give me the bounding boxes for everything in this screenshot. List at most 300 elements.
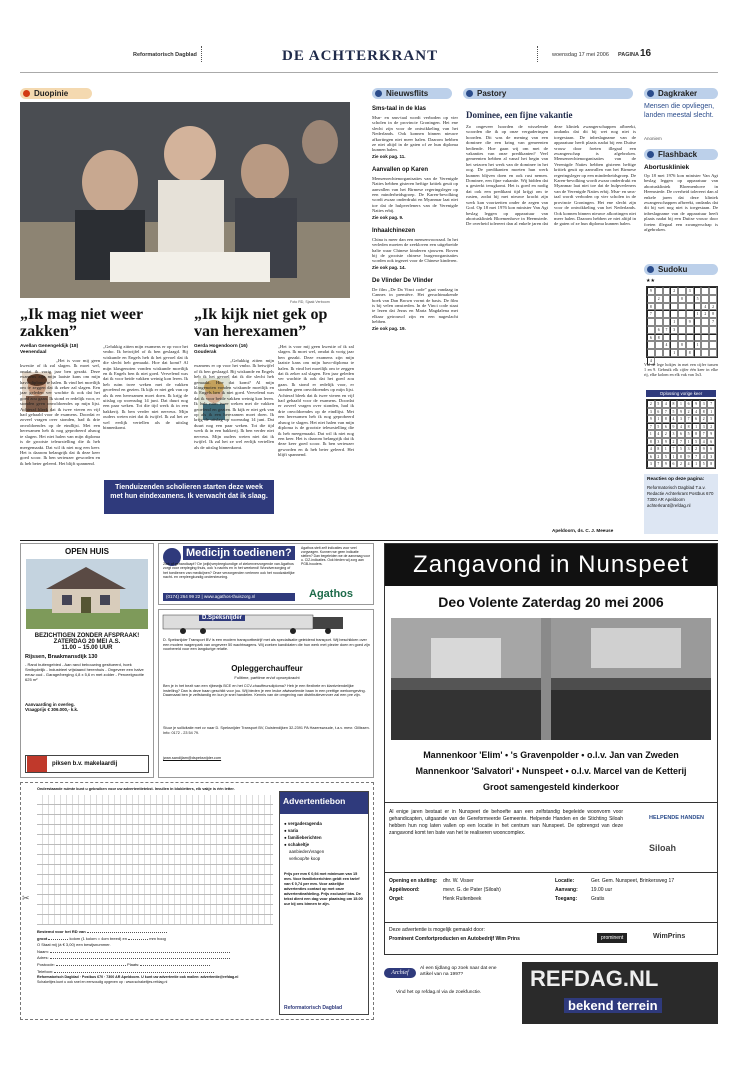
tag-bullet-icon	[647, 151, 654, 158]
sudoku-cell: 1	[677, 400, 685, 408]
sudoku-cell	[647, 341, 655, 349]
sudoku-cell	[655, 303, 663, 311]
sudoku-cell: 2	[701, 310, 709, 318]
news-item-title: Sms-taal in de klas	[372, 106, 427, 112]
sudoku-cell: 2	[692, 445, 700, 453]
bon-label-groot: groot	[37, 935, 48, 941]
sudoku-cell	[686, 303, 694, 311]
sudoku-cell: 3	[686, 287, 694, 295]
open-huis-title: OPEN HUIS	[64, 547, 109, 556]
sudoku-instructions: Vul de lege hokjes in met een cijfer tussen 1 en 9. Gebruik elk cijfer één keer in elke rij, elke kolom en elk vak van 3x3.	[644, 362, 718, 377]
detail-value-2: 19.00 uur	[591, 887, 613, 893]
bon-option[interactable]: ● varia	[284, 828, 299, 833]
bon-option-label: familieberichten	[287, 835, 322, 840]
sudoku-cell: 7	[670, 445, 678, 453]
medicijn-web: www.agathos-thuiszorg.nl	[203, 594, 256, 599]
choir-photo	[391, 618, 711, 740]
refdag-sign-big: REFDAG.NL	[530, 966, 659, 991]
sudoku-cell: 7	[647, 423, 655, 431]
right-place: Gouderak	[194, 350, 217, 355]
sudoku-cell	[678, 349, 686, 357]
speksnijder-brand: D.Speksnijder	[199, 615, 245, 621]
masthead-paper: Reformatorisch Dagblad	[133, 52, 197, 58]
bon-field-adres[interactable]	[50, 958, 230, 959]
news-item-body: China is meer dan een mensenvoorraad. In het verleden moeten de zeekloven een uitgebreide halte waar Chinese kinderen sjouwen. Boven bij de grootste chinese burgerorganisaties worden ook ingezet voor de Chinese kinderen.	[372, 236, 458, 264]
sudoku-cell: 8	[685, 423, 693, 431]
sudoku-cell	[694, 326, 702, 334]
house-photo	[26, 559, 148, 629]
bon-option-label: verkoop/te koop	[289, 856, 321, 861]
sudoku-cell: 3	[685, 445, 693, 453]
sudoku-cell	[655, 349, 663, 357]
letter-grid	[37, 795, 273, 925]
detail-key-2: Aanvang:	[555, 887, 578, 893]
sudoku-cell: 4	[670, 415, 678, 423]
bon-footer: Reformatorisch Dagblad · Postbus 670 · 7300 AR Apeldoorn. U kunt uw advertentie ook mailen: advertentie@refdag.nl	[37, 975, 239, 980]
sudoku-cell: 2	[700, 415, 708, 423]
footer-line2: Prominent Comfortproducten en Autobedrijf Wim Prins	[389, 936, 520, 942]
tag-bullet-icon	[647, 266, 654, 273]
sudoku-cell: 3	[647, 408, 655, 416]
sudoku-cell: 2	[707, 423, 715, 431]
sudoku-cell	[647, 349, 655, 357]
medicijn-title: Medicijn toedienen?	[183, 546, 295, 560]
speksnijder-intro: D. Speksnijder Transport BV is een modern transportbedrijf met als specialisatie geleidend transport. Wij beschikken over een modern wagenpark van ongeveer 50 wachtwagens. Wij zoeken kandidaten die hun werk met plezier doen en goed zijn voorbereid voor een langdurige relatie.	[163, 638, 370, 652]
pastory-body-text-3: Mensenrechtenorganisaties van de Verenigde Naties hebben gisteren heftige kritiek geuit op aanvallen van het Birmese regeringsleger op een minderheidsgroep. De Karen-bevolking wordt zwaar onderdrukt en Myanmar laat niet toe dat de hulpverleners van de Verenigde Naties erbij.	[554, 156, 636, 194]
sudoku-cell: 6	[692, 415, 700, 423]
sudoku-cell	[647, 295, 655, 303]
sudoku-cell: 4	[647, 357, 655, 365]
sudoku-cell: 8	[707, 460, 715, 468]
news-item-title: De Vlinder De Vlinder	[372, 277, 434, 284]
sudoku-cell: 3	[707, 453, 715, 461]
exam-photo	[20, 102, 350, 298]
detail-key: Opening en sluiting:	[389, 878, 438, 884]
sudoku-cell	[655, 310, 663, 318]
agathos-logo: Agathos	[309, 588, 353, 600]
left-body: „Het is voor mij geen kwestie of ik zal slagen. Ik moet wel, omdat ik vorig jaar ben gezakt. Deze examens zijn mijn laatste kans om mijn havo-diploma te halen. Ik vind het moeilijk om te zeggen dat ik zeker zal slagen. Een jaar geleden ver wachtte ik ook dat het goed zou gaan. Ik stond er redelijk voor, er stonden geen onvoldoendes op mijn lijst. Achteraf bleek dat ik twee vieren en vijf had gehaald voor de examens. Doordat er zoveel vragen over stonden, had ik drie onvoldoendes op de eindlijst. Met een herexamen heb ik nog geprobeerd alsnog te slagen. Het niet halen van mijn diploma is de grootste teleurstelling die ik heb meegemaakt. Dat wil ik niet nog een keer. Het is daarom belangrijk dat ik deze keer goed scoor. Ik ben serieuzer geworden en ik heb beter geleerd. Het blijft spannend.	[20, 358, 100, 466]
sudoku-cell: 1	[685, 438, 693, 446]
duopinie-tag	[20, 88, 92, 99]
sudoku-cell: 2	[662, 430, 670, 438]
sudoku-cell: 3	[700, 400, 708, 408]
sudoku-cell: 8	[670, 400, 678, 408]
sudoku-cell: 5	[692, 438, 700, 446]
refdag-sign	[522, 962, 718, 1024]
sudoku-cell	[678, 318, 686, 326]
news-item-title: Inhaalchinezen	[372, 227, 416, 234]
sudoku-cell: 2	[655, 453, 663, 461]
zangavond-body-area	[385, 802, 717, 872]
medicijn-side: Agathos stelt zelf indicaties voor veel zorgvragen. Kunnen we geen indicatie stellen? Dan begeleiden we de aanvraag voor u. CIZ-indicaties. Ook bieden wij zorg aan PGB-houders.	[301, 546, 370, 566]
sudoku-stars: ★★	[646, 279, 655, 284]
sudoku-cell	[694, 303, 702, 311]
sudoku-cell: 8	[647, 303, 655, 311]
zangavond-body: Al enige jaren bestaat er in Nunspeet de behoefte aan een zelfstandig begeleide woonvorm voor gehandicapten, uitgaande van de Gereformeerde Gemeente. Helpende Handen en de Stichting Siloah hebben hun nog laten vallen op een locatie in het centrum van Nunspeet. De opbrengst van deze zangavond komt ten bate van het te realiseren wooncomplex.	[389, 809, 623, 836]
makelaar-name: piksen b.v. makelaardij	[52, 761, 118, 767]
medicijn-body: Ziek of gehandicapt? De (wijk)verpleegkundige of ziekenverzorgende van Agathos zorgt voor verpleging thuis, ook 's nachts en in het weekend! Wondverzorging of het toedienen van medicijnen? Onze verzorgenden verlenen ook het noodzakelijke nacht- en verpleegkundig ondersteuning.	[163, 562, 295, 579]
bon-footer-2: Schakeltjes kunt u ook snel en eenvoudig opgeven op : www.schakeltjes.refdag.nl	[37, 979, 168, 984]
sudoku-cell: 7	[662, 408, 670, 416]
duopinie-banner	[104, 480, 274, 514]
dagkraker-quote: Mensen die opvliegen, landen meestal slecht.	[644, 103, 715, 119]
sudoku-cell: 2	[670, 287, 678, 295]
bon-brand: Reformatorisch Dagblad	[284, 1005, 343, 1011]
exam-photo-illustration	[20, 102, 350, 298]
sudoku-cell	[678, 310, 686, 318]
sudoku-cell	[701, 318, 709, 326]
right-body-cont: „Het is voor mij geen kwestie of ik zal slagen. Ik moet wel, omdat ik vorig jaar ben gezakt. Deze examens zijn mijn laatste kans om mijn havo-diploma te halen. Ik vind het moeilijk om te zeggen dat ik zeker zal slagen. Een jaar geleden ver wachtte ik ook dat het goed zou gaan. Ik stond er redelijk voor, er stonden geen onvoldoendes op mijn lijst. Achteraf bleek dat ik twee vieren en vijf had gehaald voor de examens. Doordat er zoveel vragen over stonden, had ik drie onvoldoendes op de eindlijst. Met een herexamen heb ik nog geprobeerd alsnog te slagen. Het niet halen van mijn diploma is de grootste teleurstelling die ik heb meegemaakt. Dat wil ik niet nog een keer. Het is daarom belangrijk dat ik deze keer goed scoor. Ik ben serieuzer geworden en ik heb beter geleerd. Het blijft spannend.	[278, 344, 354, 458]
sudoku-cell: 8	[700, 408, 708, 416]
sudoku-cell	[686, 334, 694, 342]
speksnijder-contact: Stuur je sollicitatie met cv naar D. Speksnijder Transport BV, Duistendijken 32-2391 PA Hazerswoude, t.a.v. mevr. Gillissen. Info: 0172 - 23 54 79.	[163, 726, 370, 735]
sudoku-cell: 1	[670, 349, 678, 357]
open-huis-line2: ZATERDAG 20 MEI A.S.	[53, 639, 121, 645]
pastory-tag-label: Pastory	[477, 89, 507, 98]
truck-icon	[163, 613, 371, 635]
sudoku-cell: 5	[685, 430, 693, 438]
detail-key-2: Locatie:	[555, 878, 575, 884]
sudoku-cell: 1	[692, 460, 700, 468]
detail-value: mevr. G. de Pater (Siloah)	[443, 887, 501, 893]
ad-speksnijder	[158, 609, 374, 778]
refdag-sign-small: bekend terrein	[564, 998, 662, 1013]
detail-value-2: Ger. Gem. Nunspeet, Brinkersweg 17	[591, 878, 675, 884]
sudoku-cell: 1	[694, 310, 702, 318]
bon-label-mm: mm hoog	[149, 935, 166, 941]
sudoku-cell: 7	[677, 438, 685, 446]
sudoku-cell: 4	[662, 400, 670, 408]
sudoku-cell: 9	[685, 453, 693, 461]
sudoku-cell	[709, 341, 717, 349]
bon-option[interactable]: ● schakeltje	[284, 842, 310, 847]
sudoku-cell	[701, 295, 709, 303]
dagkraker-tag	[644, 88, 718, 99]
choir-illustration	[391, 618, 711, 740]
zangavond-header	[385, 544, 717, 586]
sudoku-cell: 8	[686, 349, 694, 357]
zangavond-subtitle: Deo Volente Zaterdag 20 mei 2006	[438, 594, 664, 610]
bon-field-telefoon[interactable]	[54, 972, 214, 973]
detail-key-2: Toegang:	[555, 896, 578, 902]
zangavond-title: Zangavond in Nunspeet	[413, 551, 689, 578]
news-item-body: Mensenrechtenorganisaties van de Verenigde Naties hebben gisteren heftige kritiek geuit op aanvallen van het Birmese regeringsleger op een minderheidsgroep. De Karen-bevolking wordt zwaar onderdrukt en Myanmar laat niet toe dat de hulpverleners van de Verenigde Naties erbij.	[372, 175, 458, 214]
news-item-ref: Zie ook pag. 19.	[372, 325, 406, 331]
pastory-tag	[463, 88, 633, 99]
bon-form	[37, 929, 273, 984]
bon-label-telefoon: Telefoon:	[37, 968, 54, 974]
news-item-title: Aanvallen op Karen	[372, 166, 429, 173]
sudoku-cell: 9	[707, 430, 715, 438]
sudoku-cell	[655, 341, 663, 349]
news-item-body: De film „De Da Vinci code” gaat vandaag in Cannes in première. Het geruchtmakende boek van Dan Brown vormt de basis. De film is bij velen omstreden. In de Vinci code staat te lezen dat Jezus en Maria Magdalena met elkaar getrouwd zijn en een nageslacht hebben.	[372, 286, 458, 325]
sudoku-cell	[686, 341, 694, 349]
sudoku-cell	[663, 303, 671, 311]
reactions-box	[644, 474, 718, 534]
sudoku-cell	[701, 287, 709, 295]
photo-credit: Foto RD, Sjaak Verboom	[290, 300, 330, 304]
pastory-body-text-4: Msn- en sms-taal wordt verboden op vier scholen in de provincie Groningen. Het ene slecht zijn voor de ontwikkeling van het Nederlands. Ook konnen binnen nieuwe afkortingen niet meer halen. Daarom hebben ze niet altijd in de gaten of ze hun diploma kunnen halen.	[554, 188, 637, 227]
sudoku-cell: 3	[670, 326, 678, 334]
news-item-ref: Zie ook pag. 14.	[372, 264, 406, 270]
news-item	[372, 278, 458, 331]
sudoku-cell	[694, 349, 702, 357]
detail-value-2: Gratis	[591, 896, 605, 902]
bon-option-label: vergaderagenda	[287, 821, 322, 826]
detail-key: Orgel:	[389, 896, 404, 902]
sudoku-cell: 7	[709, 318, 717, 326]
sudoku-cell: 5	[677, 445, 685, 453]
zangavond-details	[385, 872, 717, 904]
sudoku-cell: 4	[700, 453, 708, 461]
sudoku-cell: 3	[647, 460, 655, 468]
sudoku-cell	[694, 318, 702, 326]
bon-option-label: varia	[287, 828, 299, 833]
pastory-body-text: Zo ongeveer hoorden de wisselende woorden die ik op onze vergaderingen hoorden. Dit was de mening van een dominee die een kring van gemeenten bediende. Hoe gaan wij om met de vakanties van onze predikanten? Veel gemeenten hebben al vanaf het begin van het seizoen het werk van de dominee in het oog. De predikanten moeten hun werk kunnen blijven doen en ook rust nemen. Dominee, een fijne vakantie. Wij bidden dat u gesterkt terugkomt. Het is goed en nodig dat ook een predikant tijd krijgt om te rusten, zodat hij met nieuwe kracht zijn werk kan voortzetten onder de zegen van God.	[466, 124, 548, 211]
siloah-logo: Siloah	[649, 843, 677, 853]
masthead-date: woensdag 17 mei 2006	[552, 52, 609, 58]
left-author: Avellan Genengeldijk (18)	[20, 344, 79, 349]
zangavond-choir1: Mannenkoor 'Elim' • 's Gravenpolder • o.l.v. Jan van Zweden	[423, 750, 679, 760]
ad-zangavond	[384, 543, 718, 955]
sudoku-cell: 9	[662, 438, 670, 446]
sudoku-cell: 1	[694, 341, 702, 349]
sudoku-cell: 6	[707, 438, 715, 446]
sudoku-cell: 6	[707, 445, 715, 453]
sudoku-cell: 9	[677, 408, 685, 416]
reactions-address: Reformatorisch Dagblad T.a.v. Redactie Achterkrant Postbus 670 7300 AR Apeldoorn achterkrant@refdag.nl	[647, 485, 714, 508]
sudoku-solution-grid	[646, 399, 716, 469]
sudoku-cell	[701, 326, 709, 334]
flashback-tag	[644, 149, 718, 160]
sudoku-cell: 2	[677, 460, 685, 468]
sudoku-cell: 3	[700, 423, 708, 431]
sudoku-cell: 3	[655, 438, 663, 446]
reactions-title: Reacties op deze pagina:	[647, 477, 705, 482]
news-item-ref: Zie ook pag. 11.	[372, 153, 406, 159]
sudoku-cell: 7	[647, 310, 655, 318]
sudoku-cell: 2	[709, 303, 717, 311]
sudoku-cell	[663, 334, 671, 342]
dagkraker-tag-label: Dagkraker	[658, 89, 698, 98]
duopinie-tag-label: Duopinie	[34, 89, 69, 98]
sudoku-cell: 7	[707, 400, 715, 408]
detail-key: Appèlwoord:	[389, 887, 420, 893]
archief-label	[384, 968, 416, 978]
bon-price-text: Prijs per mm € 0,94 met minimum van 15 mm. Voor familieberichten geldt een tarief van € 0,74 per mm. Voor zakelijke advertenties contact op met onze advertentieafdeling. Prijs exclusief btw. De tekst dient een dag voor plaatsing om 15.00 uur bij ons binnen te zijn.	[284, 872, 363, 906]
sudoku-solution-label-text: Oplossing vorige keer	[659, 391, 703, 396]
news-item-body: Msn- en sms-taal wordt verboden op vier scholen in de provincie Groningen. Het ene slecht zijn voor de ontwikkeling van het Nederlands. Ook konnen binnen nieuwe afkortingen niet meer halen. Daarom hebben ze niet altijd in de gaten of ze hun diploma kunnen halen.	[372, 115, 458, 153]
bon-field-groot[interactable]	[48, 939, 68, 940]
sudoku-cell	[647, 318, 655, 326]
sudoku-cell	[655, 287, 663, 295]
sudoku-cell: 8	[655, 445, 663, 453]
sudoku-cell	[670, 295, 678, 303]
sudoku-cell: 2	[670, 438, 678, 446]
nieuwsflits-tag-label: Nieuwsflits	[386, 89, 429, 98]
dagkraker-source: Anoniem	[644, 136, 662, 141]
sudoku-cell	[647, 326, 655, 334]
bon-field-naam[interactable]	[50, 952, 230, 953]
masthead-divider-right	[537, 46, 538, 62]
sudoku-cell: 8	[647, 438, 655, 446]
sudoku-cell: 4	[701, 303, 709, 311]
sudoku-cell: 1	[647, 430, 655, 438]
sudoku-cell	[663, 349, 671, 357]
sudoku-cell: 6	[677, 430, 685, 438]
sudoku-cell: 5	[670, 408, 678, 416]
sudoku-cell: 7	[655, 460, 663, 468]
sudoku-cell	[678, 303, 686, 311]
masthead-divider-left	[201, 46, 202, 62]
sudoku-cell: 9	[692, 400, 700, 408]
masthead-page-number: 16	[640, 48, 652, 59]
bon-field-plaats[interactable]	[140, 965, 210, 966]
masthead-rule	[20, 72, 718, 73]
wimprins-logo: WimPrins	[653, 933, 686, 940]
sudoku-cell: 6	[685, 400, 693, 408]
sudoku-cell: 7	[700, 430, 708, 438]
sudoku-cell: 6	[647, 334, 655, 342]
sudoku-cell: 2	[685, 408, 693, 416]
sudoku-cell: 2	[647, 400, 655, 408]
sudoku-cell	[686, 310, 694, 318]
sudoku-cell	[663, 310, 671, 318]
sudoku-cell: 8	[678, 295, 686, 303]
sudoku-cell: 6	[670, 460, 678, 468]
right-author: Gerda Hogendoorn (16)	[194, 344, 248, 349]
prominent-logo: prominent	[597, 933, 627, 943]
sudoku-cell	[694, 334, 702, 342]
speksnijder-hours: Fulltime, parttime en/of oproepkracht	[234, 675, 300, 680]
sudoku-tag-label: Sudoku	[658, 265, 688, 274]
bon-field-mm[interactable]	[128, 939, 148, 940]
sudoku-cell: 5	[655, 400, 663, 408]
sudoku-cell: 1	[655, 415, 663, 423]
sudoku-cell	[678, 334, 686, 342]
bon-option[interactable]	[284, 855, 364, 862]
bon-label-adres: Adres:	[37, 955, 49, 961]
sudoku-cell: 5	[655, 423, 663, 431]
bon-proof-option[interactable]: O Staat mij (à € 3,00) een bewijsnummer.	[37, 942, 111, 948]
right-body-col2	[278, 344, 354, 476]
bon-label-postcode: Postcode:	[37, 961, 55, 967]
archief-link[interactable]: Vind het op refdag.nl via de zoekfunctie.	[396, 990, 482, 995]
detail-value: dhr. W. Visser	[443, 878, 474, 884]
bon-label-kolom: kolom (1 kolom = 4cm breed) en	[69, 935, 127, 941]
ad-open-huis	[20, 543, 154, 778]
left-body-cont: „Gelukkig zitten mijn examens er op voor het vmbo. Ik betwijfel of ik ben geslaagd. Bij wiskunde en Engels heb ik het gevoel dat ik die slecht heb gemaakt. Hoe dat komt? Al mijn klasgenoten vonden wiskunde moeilijk en ik Engels ben ik niet goed. Vervelend was dat ik voor beide vakken weinig kon leren. Ik heb ruim twee weken met de vakken geoefend en gezien. Ik kijk er niet gek van op als ik een herexamen moet doen. Ik krijg de uitslag op woensdag 14 juni. Dat duurt nog een paar weken. Tot die tijd werk ik in een bakkerij. Ik ben verder niet nerveus. Mijn ouders weten niet dat ik twijfel. Ik zal het ze wel eerlijk vertellen als de uitslag binnenkomt.	[103, 344, 188, 431]
zangavond-choir3: Groot samengesteld kinderkoor	[482, 782, 620, 792]
sudoku-cell	[701, 334, 709, 342]
sudoku-cell: 1	[707, 408, 715, 416]
speksnijder-body: Ben je in het bezit van een rijbewijs BCE en het CCV-chauffeursdiploma? Heb je een flexibele en klantvriendelijke instelling? Dan is deze baan geschikt voor jou. Wij bieden je een leuke afwisselende baan in een prettige werkomgeving. Daarnaast ben je zelfstandig en kun je snel handelen. Kennis van de omgeving van distributievervoer zal een pre zijn.	[163, 684, 366, 698]
section-rule	[20, 540, 718, 541]
house-illustration	[26, 559, 148, 629]
speksnijder-job: Opleggerchauffeur	[231, 664, 303, 673]
tag-bullet-icon	[375, 90, 382, 97]
bon-field-postcode[interactable]	[56, 965, 126, 966]
footer-line1: Deze advertentie is mogelijk gemaakt door:	[389, 927, 485, 933]
sudoku-cell: 9	[647, 287, 655, 295]
open-huis-address: Rijssen, Braakmansdijk 130	[25, 654, 98, 660]
sudoku-cell: 6	[655, 326, 663, 334]
sudoku-cell: 9	[647, 415, 655, 423]
speksnijder-email[interactable]: jwan.sandijlam@dspeksnijder.com	[163, 756, 222, 760]
sudoku-cell: 8	[692, 430, 700, 438]
sudoku-cell: 9	[700, 445, 708, 453]
sudoku-cell: 8	[678, 341, 686, 349]
bon-options	[280, 814, 368, 868]
sudoku-cell	[709, 334, 717, 342]
bon-field-rd[interactable]	[87, 932, 167, 933]
sudoku-cell	[670, 310, 678, 318]
sudoku-cell	[694, 287, 702, 295]
zangavond-footer	[385, 922, 717, 954]
news-item	[372, 167, 458, 220]
sudoku-cell: 7	[685, 415, 693, 423]
truck-illustration	[163, 613, 371, 635]
sudoku-cell: 7	[663, 326, 671, 334]
flashback-tag-label: Flashback	[658, 150, 698, 159]
bon-label-rd: Bestemd voor het RD van	[37, 929, 86, 934]
sudoku-cell: 5	[700, 460, 708, 468]
news-item	[372, 228, 458, 270]
archief-text: Al een tijdlang op zoek naar dat ene artikel van na 1997?	[420, 966, 497, 977]
sudoku-cell: 5	[694, 295, 702, 303]
sudoku-cell: 2	[655, 295, 663, 303]
tag-bullet-icon	[23, 90, 30, 97]
sudoku-cell: 4	[677, 423, 685, 431]
pastory-title: Dominee, een fijne vakantie	[466, 110, 573, 120]
nieuwsflits-column	[372, 106, 458, 538]
medicijn-contact-bar: (0174) 264 99 22 | www.agathos-thuiszorg.nl	[163, 593, 295, 601]
sudoku-cell	[670, 303, 678, 311]
sudoku-cell	[663, 295, 671, 303]
bon-option[interactable]: ● familieberichten	[284, 835, 322, 840]
sudoku-cell: 4	[655, 430, 663, 438]
archief-label-text: Archief	[391, 970, 409, 976]
left-place: Veenendaal	[20, 350, 47, 355]
sudoku-cell: 1	[692, 423, 700, 431]
bon-label-naam: Naam:	[37, 948, 49, 954]
sudoku-cell: 1	[670, 318, 678, 326]
archief-block	[384, 962, 718, 1032]
sudoku-cell: 9	[662, 460, 670, 468]
flashback-title: Abortuskliniek	[644, 164, 690, 171]
sudoku-cell	[709, 349, 717, 357]
detail-row	[389, 877, 713, 886]
bon-panel	[279, 791, 369, 1015]
zangavond-choir2: Mannenkoor 'Salvatori' • Nunspeet • o.l.v. Marcel van de Ketterij	[415, 766, 687, 776]
bon-option[interactable]: ● vergaderagenda	[284, 821, 322, 826]
bon-option[interactable]	[284, 848, 364, 855]
open-huis-price: Vraagprijs € 306.000,- k.k.	[25, 707, 79, 712]
pastory-body	[466, 124, 636, 528]
open-huis-acceptance: Aanvaarding in overleg.	[25, 702, 75, 707]
sudoku-solution-label	[646, 390, 716, 397]
scissors-icon: ✂	[22, 893, 30, 903]
sudoku-cell: 6	[662, 423, 670, 431]
open-huis-line3: 11.00 – 15.00 UUR	[61, 645, 113, 651]
sudoku-cell: 3	[670, 430, 678, 438]
sudoku-cell	[670, 341, 678, 349]
right-body: „Gelukkig zitten mijn examens er op voor het vmbo. Ik betwijfel of ik ben geslaagd. Bij wiskunde en Engels heb ik het gevoel dat ik die slecht heb gemaakt. Hoe dat komt? Al mijn klasgenoten vonden wiskunde moeilijk en ik Engels ben ik niet goed. Vervelend was dat ik voor beide vakken weinig kon leren. Ik heb ruim twee weken met de vakken geoefend en gezien. Ik kijk er niet gek van op als ik een herexamen moet doen. Ik krijg de uitslag op woensdag 14 juni. Dat duurt nog een paar weken. Tot die tijd werk ik in een bakkerij. Ik ben verder niet nerveus. Mijn ouders weten niet dat ik twijfel. Ik zal het ze wel eerlijk vertellen als de uitslag binnenkomt.	[194, 358, 274, 450]
sudoku-cell	[709, 295, 717, 303]
era-logo	[27, 756, 47, 772]
ad-advertentiebon	[20, 782, 374, 1020]
sudoku-cell: 8	[709, 310, 717, 318]
